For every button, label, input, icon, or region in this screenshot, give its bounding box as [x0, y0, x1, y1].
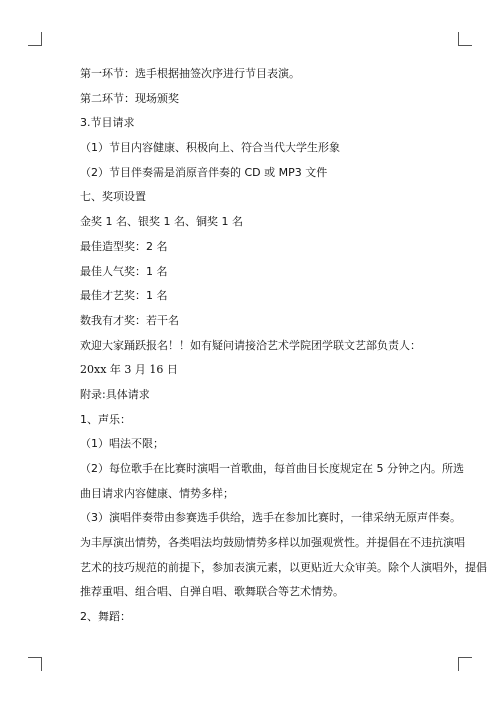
text-line: 最佳才艺奖：1 名: [80, 289, 168, 303]
text-line: 推荐重唱、组合唱、自弹自唱、歌舞联合等艺术情势。: [80, 585, 344, 599]
document-body: [80, 66, 487, 634]
text-line: （2）每位歌手在比赛时演唱一首歌曲，每首曲目长度规定在 5 分钟之内。所选: [80, 462, 464, 475]
text-line: （1）唱法不限；: [80, 437, 164, 451]
text-line: 最佳造型奖：2 名: [80, 239, 168, 253]
text-line: 艺术的技巧规范的前提下，参加表演元素，以更贴近大众审美。除个人演唱外，提倡: [80, 560, 487, 574]
section-heading: 七、奖项设置: [80, 190, 146, 204]
date-line: 20xx 年 3 月 16 日: [80, 363, 178, 377]
text-line: 最佳人气奖：1 名: [80, 264, 168, 278]
crop-mark-top-left: [28, 32, 42, 46]
text-line: 数我有才奖：若干名: [80, 313, 179, 327]
crop-mark-top-right: [458, 32, 472, 46]
text-line: 为丰厚演出情势，各类唱法均鼓励情势多样以加强观赏性。并提倡在不违抗演唱: [80, 536, 465, 550]
section-heading: 1、声乐：: [80, 412, 131, 426]
appendix-heading: 附录:具体请求: [80, 387, 150, 401]
section-heading: 3.节目请求: [80, 116, 135, 130]
text-line: 第一环节：选手根据抽签次序进行节目表演。: [80, 67, 300, 80]
text-line: 欢迎大家踊跃报名！！如有疑问请接洽艺术学院团学联文艺部负责人：: [80, 338, 421, 352]
text-line: 曲目请求内容健康、情势多样；: [80, 486, 234, 500]
section-heading: 2、舞蹈：: [80, 610, 131, 624]
text-line: （3）演唱伴奏带由参赛选手供给，选手在参加比赛时，一律采纳无原声伴奏。: [80, 511, 461, 525]
text-line: （2）节目伴奏需是消原音伴奏的 CD 或 MP3 文件: [80, 165, 328, 179]
text-line: 第二环节：现场颁奖: [80, 91, 179, 105]
text-line: 金奖 1 名、银奖 1 名、铜奖 1 名: [80, 215, 243, 229]
text-line: （1）节目内容健康、积极向上、符合当代大学生形象: [80, 141, 340, 155]
crop-mark-bottom-left: [28, 657, 42, 671]
crop-mark-bottom-right: [458, 657, 472, 671]
